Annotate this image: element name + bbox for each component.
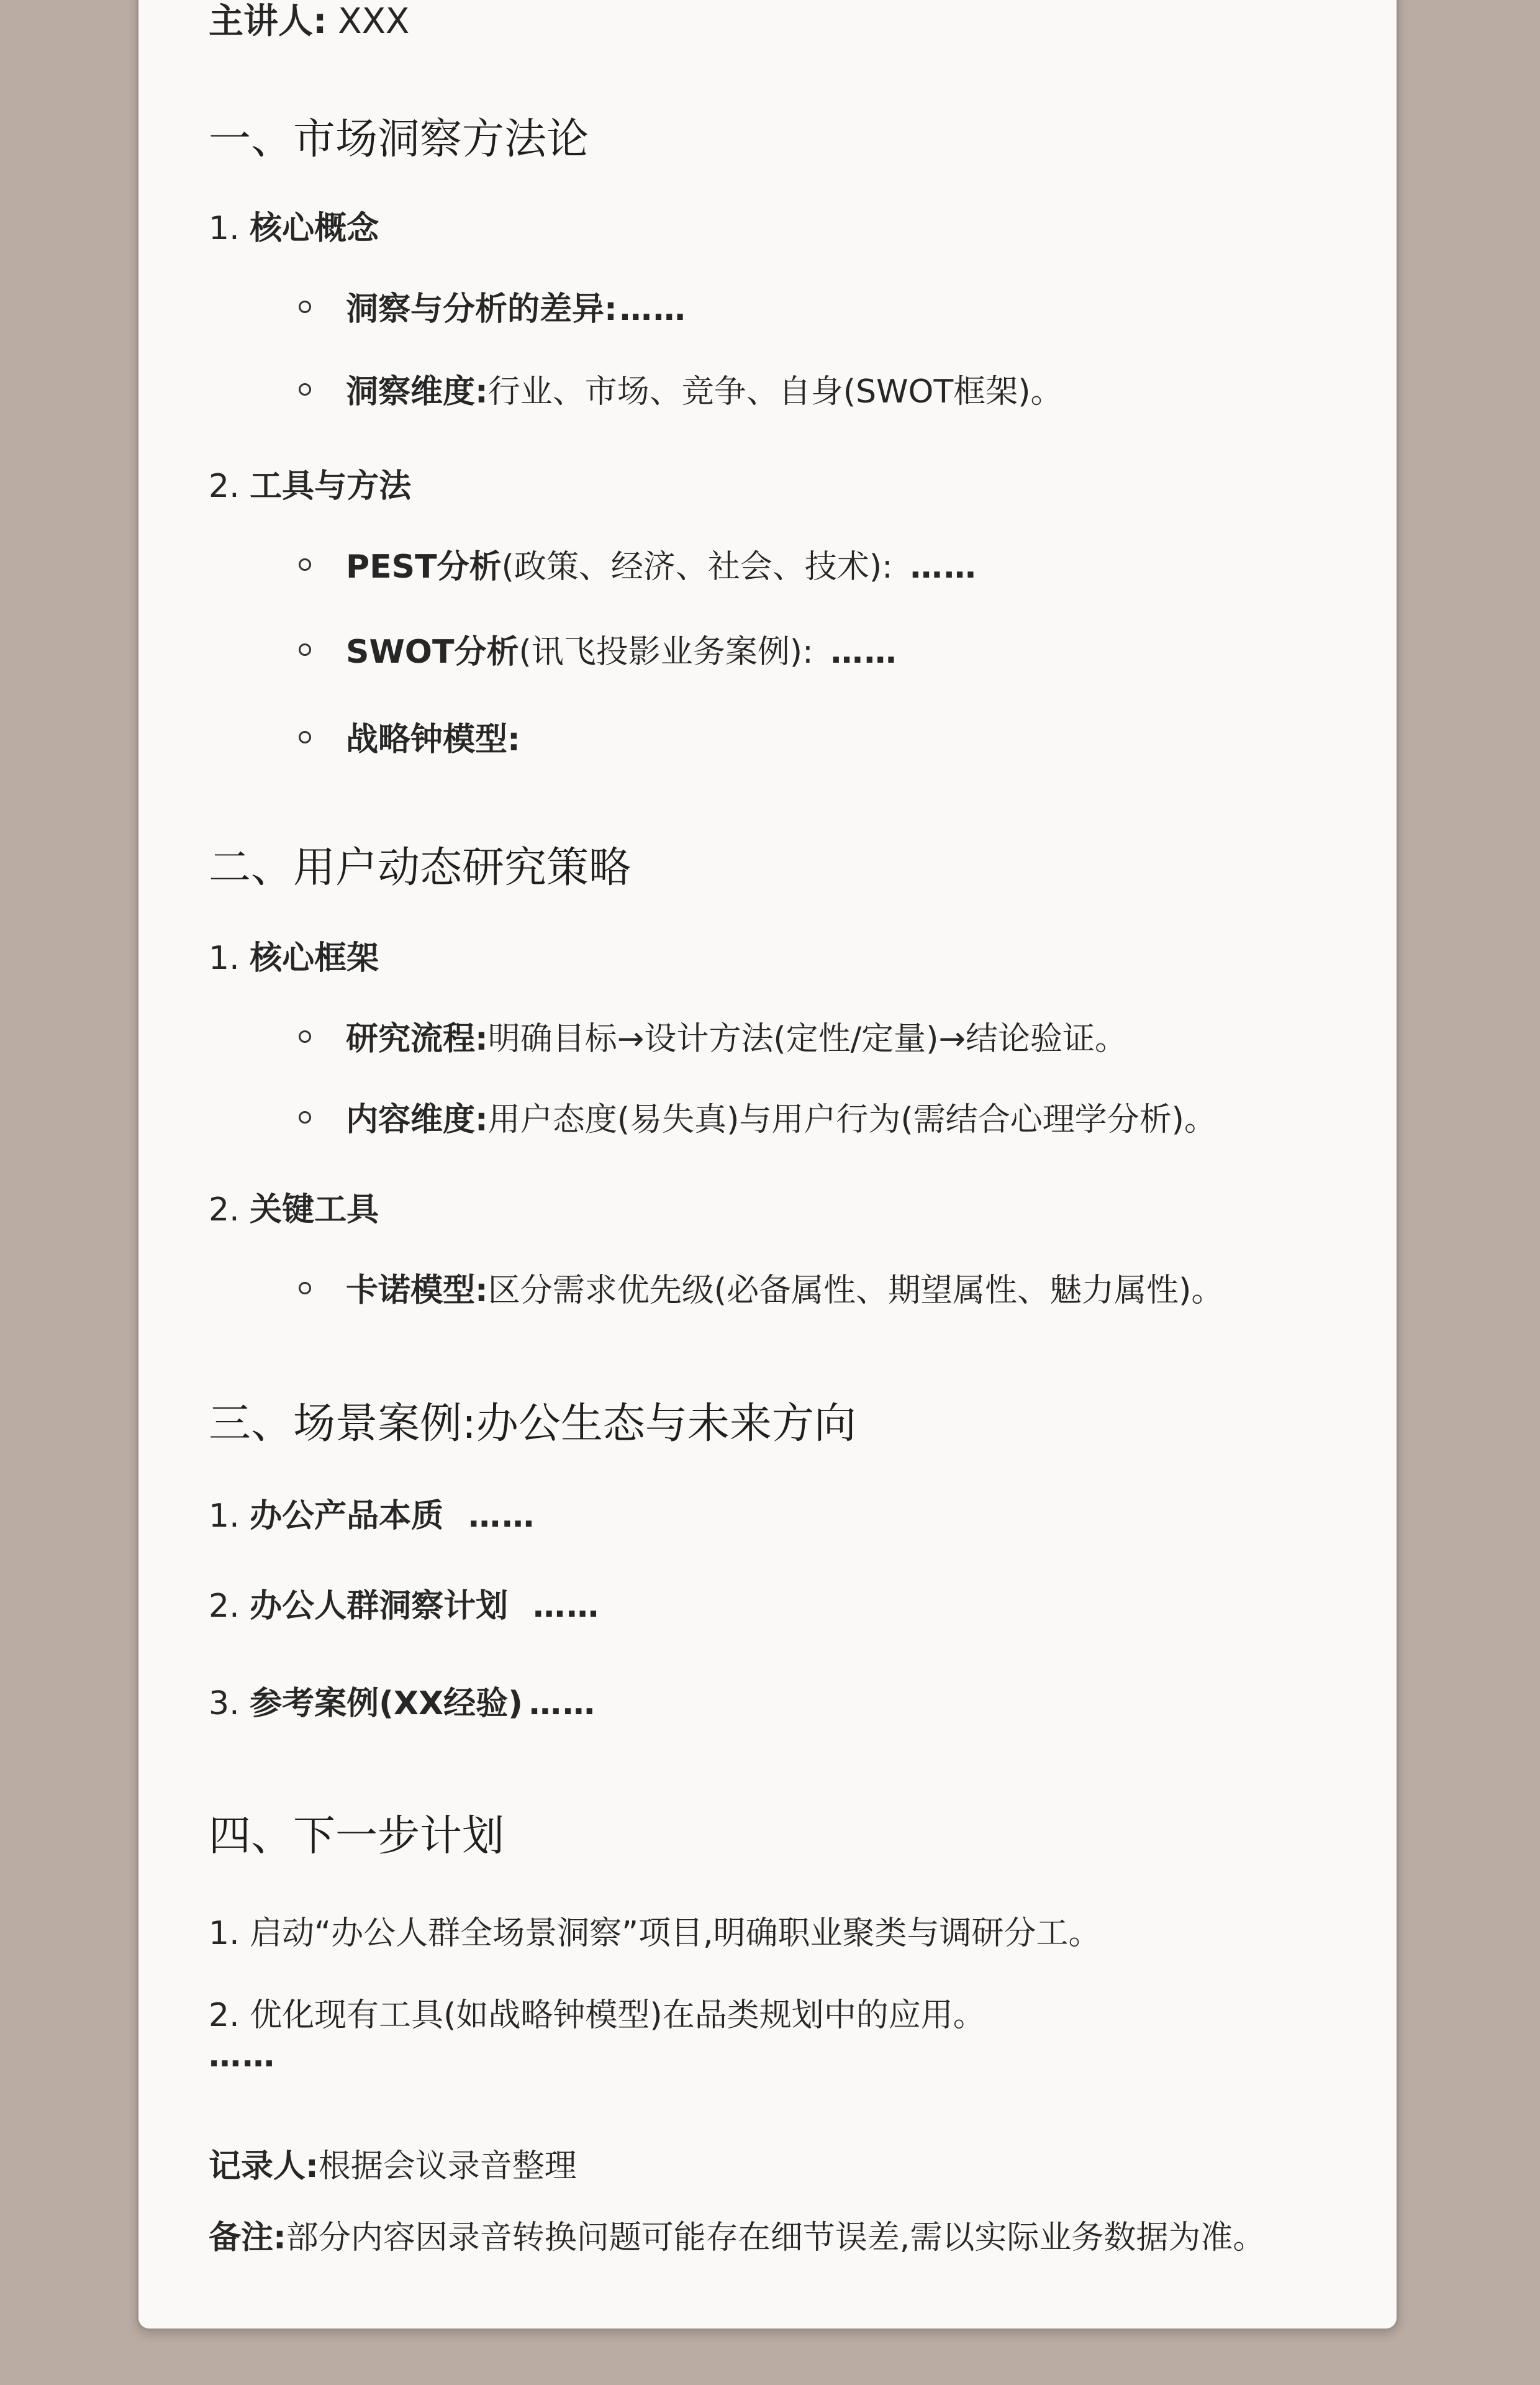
bullet-bold-label: SWOT分析 — [346, 634, 519, 671]
bullet-bold-label: 研究流程: — [346, 1020, 488, 1058]
section1-sub1-title: 核心概念 — [250, 210, 379, 247]
recorder-value: 根据会议录音整理 — [318, 2148, 577, 2185]
section1-sub1-bullet-2 — [346, 365, 1063, 412]
section1-sub1-heading — [209, 202, 379, 248]
note-label: 备注: — [209, 2219, 286, 2256]
section3-item-3 — [209, 1677, 596, 1724]
section2-sub2-heading — [209, 1183, 379, 1230]
bullet-circle-icon — [299, 1282, 311, 1294]
bullet-bold-label: 战略钟模型: — [346, 721, 520, 758]
section2-sub1-bullet-1 — [346, 1012, 1127, 1059]
bullet-bold-label: 洞察维度: — [346, 373, 488, 411]
section1-sub1-number: 1. — [209, 210, 240, 247]
section2-sub2-title: 关键工具 — [250, 1191, 379, 1229]
section3-item-title: 办公产品本质 — [250, 1497, 444, 1535]
section2-sub1-heading — [209, 932, 379, 978]
bullet-circle-icon — [299, 1030, 311, 1043]
next-step-ellipsis: …… — [209, 2037, 276, 2074]
speaker-line — [209, 0, 409, 43]
note-value: 部分内容因录音转换问题可能存在细节误差,需以实际业务数据为准。 — [286, 2219, 1266, 2256]
recorder-line — [209, 2140, 577, 2186]
bullet-text: 明确目标→设计方法(定性/定量)→结论验证。 — [487, 1020, 1128, 1058]
bullet-text: 用户态度(易失真)与用户行为(需结合心理学分析)。 — [487, 1101, 1216, 1138]
document-page — [137, 0, 1398, 2330]
bullet-circle-icon — [299, 301, 311, 313]
section3-item-title: 参考案例(XX经验) — [250, 1685, 523, 1722]
section2-sub1-bullet-2 — [346, 1093, 1216, 1140]
next-step-item-1: 1. 启动“办公人群全场景洞察”项目,明确职业聚类与调研分工。 — [209, 1915, 1101, 1952]
bullet-circle-icon — [299, 383, 311, 396]
section1-sub2-number: 2. — [209, 468, 240, 505]
bullet-text: (讯飞投影业务案例): — [519, 634, 813, 671]
section2-sub1-number: 1. — [209, 940, 240, 977]
section2-sub1-title: 核心框架 — [250, 940, 379, 977]
section1-heading: 一、市场洞察方法论 — [209, 115, 589, 164]
section1-sub2-bullet-3 — [346, 713, 520, 760]
section1-sub2-heading — [209, 460, 411, 506]
bullet-text: 行业、市场、竞争、自身(SWOT框架)。 — [487, 373, 1063, 411]
section1-sub2-bullet-2 — [346, 625, 898, 672]
section2-heading: 二、用户动态研究策略 — [209, 843, 632, 893]
bullet-circle-icon — [299, 1111, 311, 1124]
section3-item-number: 2. — [209, 1588, 240, 1625]
section1-sub2-title: 工具与方法 — [250, 468, 412, 505]
recorder-label: 记录人: — [209, 2148, 319, 2185]
section3-item-number: 3. — [209, 1685, 240, 1722]
section3-item-2 — [209, 1579, 600, 1626]
next-step-item-2: 2. 优化现有工具(如战略钟模型)在品类规划中的应用。 — [209, 1997, 985, 2034]
bullet-circle-icon — [299, 731, 311, 743]
section1-sub1-bullet-1 — [346, 283, 687, 329]
bullet-circle-icon — [299, 643, 311, 656]
section3-item-ellipsis: …… — [528, 1685, 596, 1722]
bullet-ellipsis: …… — [619, 291, 687, 328]
section4-heading: 四、下一步计划 — [209, 1812, 505, 1861]
speaker-label: 主讲人: — [209, 1, 327, 42]
bullet-ellipsis: …… — [910, 548, 977, 586]
section3-item-ellipsis: …… — [533, 1588, 600, 1625]
bullet-text: (政策、经济、社会、技术): — [501, 548, 893, 586]
section3-heading: 三、场景案例:办公生态与未来方向 — [209, 1399, 856, 1448]
speaker-value: XXX — [327, 1, 410, 42]
section2-sub2-number: 2. — [209, 1191, 240, 1229]
section3-item-number: 1. — [209, 1497, 240, 1535]
section1-sub2-bullet-1 — [346, 540, 977, 587]
bullet-ellipsis: …… — [830, 634, 898, 671]
section3-item-title: 办公人群洞察计划 — [250, 1588, 509, 1625]
bullet-bold-label: 洞察与分析的差异: — [346, 291, 617, 328]
note-line — [209, 2211, 1265, 2258]
section3-item-1 — [209, 1489, 535, 1536]
bullet-text: 区分需求优先级(必备属性、期望属性、魅力属性)。 — [487, 1272, 1224, 1309]
bullet-circle-icon — [299, 558, 311, 571]
bullet-bold-label: 卡诺模型: — [346, 1272, 488, 1309]
section3-item-ellipsis: …… — [468, 1497, 536, 1535]
bullet-bold-label: PEST分析 — [346, 548, 502, 586]
bullet-bold-label: 内容维度: — [346, 1101, 488, 1138]
section2-sub2-bullet-1 — [346, 1264, 1223, 1311]
